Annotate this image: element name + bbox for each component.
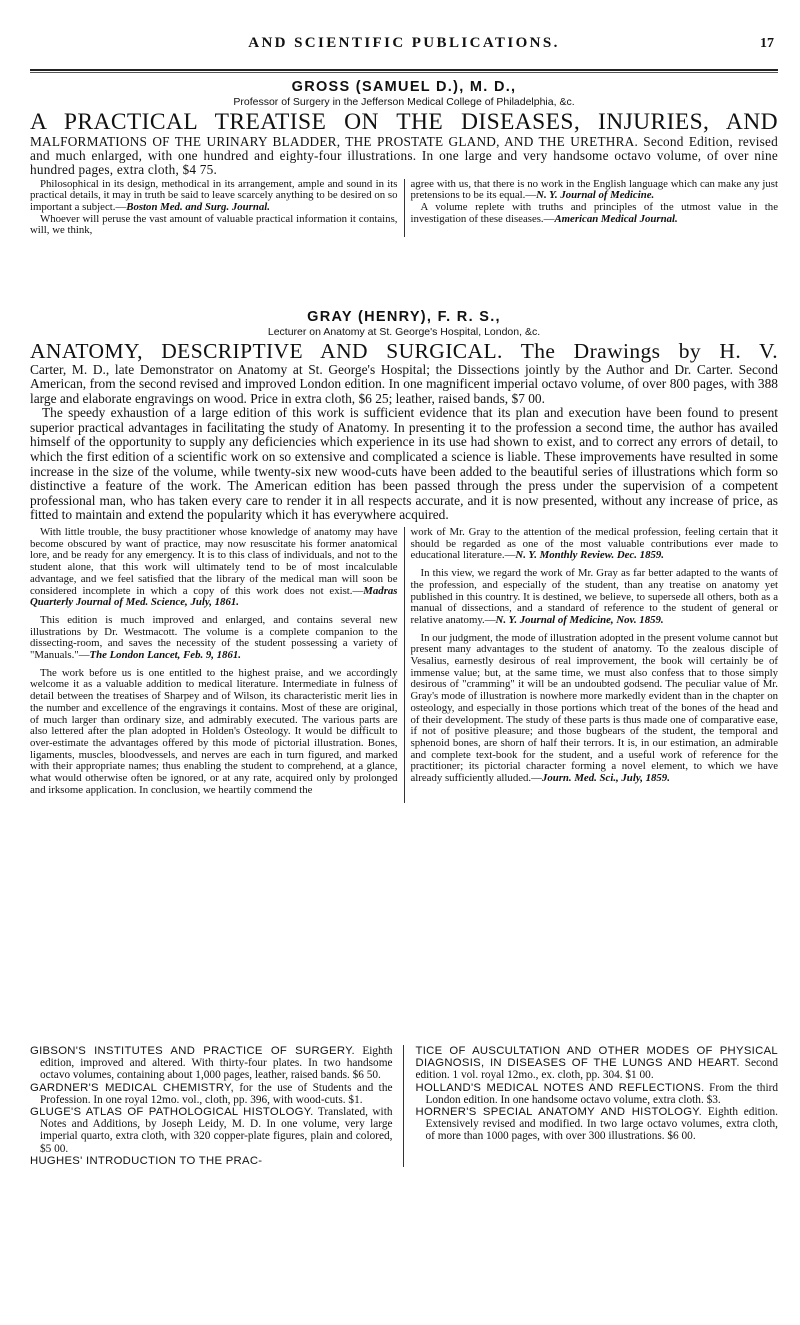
listing-details: Translated, with Notes and Additions, by Joseph Leidy, M. D. In one volume, very large imperial quarto, extra cloth, with 320 copper-plate figures, plain and colored, $5 00. (40, 1106, 393, 1155)
review-text: A volume replete with truths and principles of the utmost value in the investigation of these diseases.— (410, 200, 778, 225)
listing-item (30, 1082, 393, 1106)
review-text: This edition is much improved and enlarged, and contains several new illustrations by Dr. Westmacott. The volume is a complete companion to the dissecting-room, and saves the necessity of the student possessing a variety of "Manuals."— (30, 613, 398, 662)
review-source: N. Y. Journal of Medicine, Nov. 1859. (495, 613, 664, 626)
reviews-right-column (405, 179, 779, 238)
book-description: Carter, M. D., late Demonstrator on Anatomy at St. George's Hospital; the Dissections jointly by the Author and Dr. Carter. Second American, from the second revised and improved London edition. In one magnificent imperial octavo volume, of over 800 pages, with 388 large and elaborate engravings on wood. Price in extra cloth, $6 25; leather, raised bands, $7 00. (30, 361, 778, 406)
review-text: With little trouble, the busy practitioner whose knowledge of anatomy may have become obscured by want of practice, may now resuscitate his former anatomical lore, and be ready for any emergency. It is to this class of individuals, and not to the student alone, that this work will ultimately tend to be of most incalculable advantage, and we feel satisfied that the library of the medical man will soon be considered incomplete in which a copy of this work does not exist.— (30, 526, 398, 597)
book-title: A PRACTICAL TREATISE ON THE DISEASES, INJURIES, AND (30, 109, 778, 135)
listing-item (416, 1045, 779, 1082)
author-position: Lecturer on Anatomy at St. George's Hospital, London, &c. (267, 326, 541, 338)
listing-title: GIBSON'S INSTITUTES AND PRACTICE OF SURGERY. (30, 1045, 355, 1057)
review-source: N. Y. Journal of Medicine. (536, 189, 655, 202)
review-text: Philosophical in its design, methodical in its arrangement, ample and sound in its practical details, it may in truth be said to leave scarcely anything to be desired on so important a subject.— (30, 177, 398, 213)
review-text: In this view, we regard the work of Mr. Gray as far better adapted to the wants of the profession, and especially of the student, than any treatise on anatomy yet published in this country. It is destined, we believe, to supersede all others, both as a manual of dissections, and a standard of reference to the student of general or relative anatomy.— (410, 567, 778, 626)
review (411, 568, 779, 627)
review (411, 633, 779, 785)
listing-item (416, 1082, 779, 1106)
review-source: American Medical Journal. (554, 212, 678, 225)
header-rule-thin (30, 72, 778, 73)
listings-right-column (404, 1045, 779, 1167)
review (30, 179, 398, 214)
reviews-left-column (30, 179, 405, 238)
review-text: agree with us, that there is no work in the English language which can make any just pretensions to be its equal.— (410, 177, 778, 202)
listing-details: Eighth edition. Extensively revised and modified. In two large octavo volumes, extra cloth, of more than 1000 pages, with over 300 illustrations. $6 00. (425, 1106, 778, 1143)
review-text: In our judgment, the mode of illustration adopted in the present volume cannot but present many advantages to the student of anatomy. To the zealous disciple of Vesalius, earnestly desirous of real improvement, the book will certainly be of immense value; but, at the same time, we must also confess that to those simply desirous of "cramming" it will be an undoubted godsend. The peculiar value of Mr. Gray's mode of illustration is nowhere more markedly evident than in the chapter on osteology, and especially in those portions which treat of the bones of the head and of their development. The study of these parts is thus made one of comparative ease, if not of positive pleasure; and those bugbears of the student, the temporal and sphenoid bones, are shorn of half their terrors. It is, in our estimation, an admirable and complete text-book for the student, and a useful work of reference for the practitioner; its pictorial character forming a novel element, to which we have already sufficiently alluded.— (410, 631, 778, 785)
listings-left-column (30, 1045, 404, 1167)
book-title: ANATOMY, DESCRIPTIVE AND SURGICAL. The Drawings by H. V. (30, 339, 778, 363)
running-title: AND SCIENTIFIC PUBLICATIONS. (248, 35, 560, 51)
listing-title: GLUGE'S ATLAS OF PATHOLOGICAL HISTOLOGY. (30, 1106, 314, 1119)
review-source: Journ. Med. Sci., July, 1859. (541, 772, 670, 785)
listing-details: From the third London edition. In one handsome octavo volume, extra cloth. $3. (425, 1081, 779, 1106)
review-source: The London Lancet, Feb. 9, 1861. (89, 649, 241, 662)
review-text: Whoever will peruse the vast amount of valuable practical information it contains, will, we think, (30, 212, 398, 237)
listing-title: HUGHES' INTRODUCTION TO THE PRAC- (30, 1154, 263, 1167)
review-source: N. Y. Monthly Review. Dec. 1859. (515, 549, 664, 562)
author-name: GRAY (HENRY), F. R. S., (307, 309, 501, 325)
review-source: Madras Quarterly Journal of Med. Science, July, 1861. (30, 584, 398, 609)
review-text: The work before us is one entitled to the highest praise, and we accordingly welcome it as a valuable addition to medical literature. Intermediate in fulness of detail between the treatises of Sharpey and of Wilson, its characteristic merit lies in the number and excellence of the engravings it contains. Most of these are original, of much larger than ordinary size, and admirably executed. The various parts are also lettered after the plan adopted in Holden's Osteology. It would be difficult to over-estimate the advantages offered by this mode of pictorial illustration. Bones, ligaments, muscles, bloodvessels, and nerves are each in turn figured, and marked with their appropriate names; thus enabling the student to comprehend, at a glance, what would otherwise often be ignored, or at any rate, acquired only by prolonged and irksome application. In conclusion, we heartily commend the (30, 666, 398, 796)
book-summary: The speedy exhaustion of a large edition of this work is sufficient evidence that its plan and execution have been found to present superior practical advantages in facilitating the study of Anatomy. In presenting it to the profession a second time, the author has availed himself of the opportunity to supply any deficiencies which experience in its use had shown to exist, and to correct any errors of detail, to which the first edition of a scientific work on so extensive and complicated a science is liable. These improvements have resulted in some increase in the size of the volume, while twenty-six new wood-cuts have been added to the beautiful series of illustrations which form so distinctive a feature of the work. The American edition has been passed through the press under the supervision of a competent professional man, who has taken every care to render it in all respects accurate, and it is now presented, without any increase of price, as fitted to maintain and extend the popularity which it has everywhere acquired. (30, 405, 778, 523)
author-position: Professor of Surgery in the Jefferson Medical College of Philadelphia, &c. (233, 96, 575, 108)
listing-item (30, 1045, 393, 1082)
entry-gray (30, 309, 778, 803)
listing-item (30, 1106, 393, 1155)
page-number: 17 (760, 36, 774, 51)
listing-item (416, 1106, 779, 1143)
review-source: Boston Med. and Surg. Journal. (126, 200, 270, 213)
review (411, 179, 779, 202)
reviews-right-column (405, 527, 779, 802)
header-rule (30, 69, 778, 71)
review (30, 214, 398, 237)
review (30, 527, 398, 609)
review (411, 527, 779, 562)
listing-title: TICE OF AUSCULTATION AND OTHER MODES OF PHYSICAL DIAGNOSIS, IN DISEASES OF THE LUNGS AND HEART. (415, 1045, 778, 1070)
listing-title: HORNER'S SPECIAL ANATOMY AND HISTOLOGY. (415, 1106, 703, 1119)
listing-details: for the use of Students and the Profession. In one royal 12mo. vol., cloth, pp. 396, with wood-cuts. $1. (40, 1081, 393, 1106)
review (30, 668, 398, 797)
entry-gross (30, 79, 778, 237)
book-description: MALFORMATIONS OF THE URINARY BLADDER, THE PROSTATE GLAND, AND THE URETHRA. Second Edition, revised and much enlarged, with one hundred and eighty-four illustrations. In one large and very handsome octavo volume, of over nine hundred pages, extra cloth, $4 75. (30, 133, 778, 177)
review-text: work of Mr. Gray to the attention of the medical profession, feeling certain that it should be regarded as one of the most valuable contributions ever made to educational literature.— (410, 526, 778, 562)
listing-title: GARDNER'S MEDICAL CHEMISTRY, (30, 1081, 234, 1094)
listing-item (30, 1155, 393, 1167)
book-listings (30, 1045, 778, 1167)
author-name: GROSS (SAMUEL D.), M. D., (291, 79, 517, 95)
running-head (30, 35, 778, 61)
reviews-left-column (30, 527, 405, 802)
listing-title: HOLLAND'S MEDICAL NOTES AND REFLECTIONS. (415, 1081, 705, 1094)
listing-details: Second edition. 1 vol. royal 12mo., ex. cloth, pp. 304. $1 00. (415, 1057, 778, 1082)
listing-details: Eighth edition, improved and altered. With thirty-four plates. In two handsome octavo volumes, containing about 1,000 pages, leather, raised bands. $6 50. (40, 1045, 393, 1082)
review (411, 202, 779, 225)
reviews (30, 179, 778, 238)
reviews (30, 527, 778, 802)
review (30, 615, 398, 662)
